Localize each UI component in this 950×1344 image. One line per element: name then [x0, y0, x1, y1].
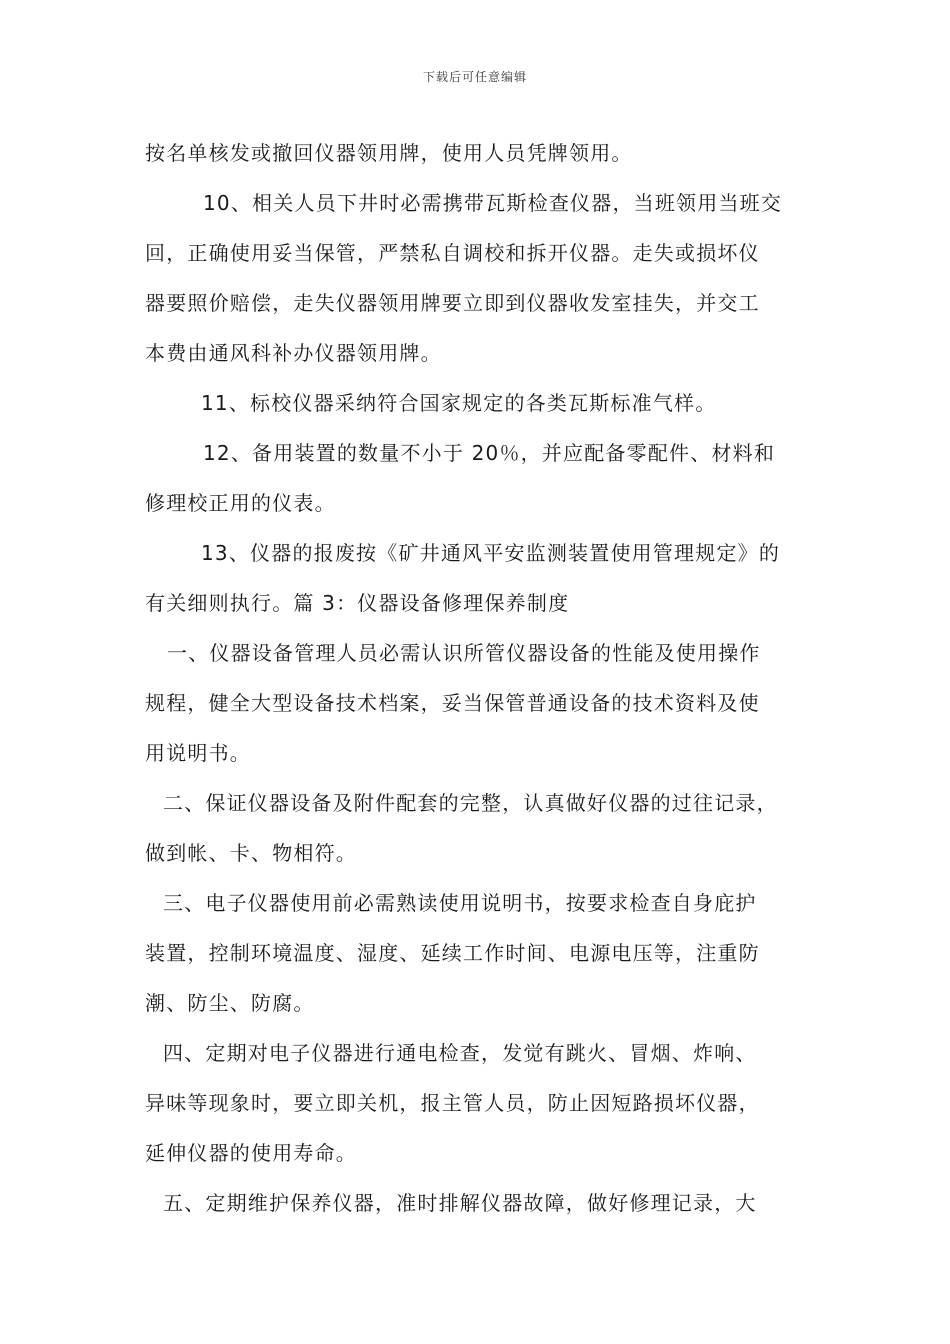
text-line: 回，正确使用妥当保管，严禁私自调校和拆开仪器。走失或损坏仪 — [145, 241, 760, 265]
text-line: 11、标校仪器采纳符合国家规定的各类瓦斯标准气样。 — [201, 391, 717, 415]
text-line: 修理校正用的仪表。 — [145, 491, 336, 515]
text-line: 异味等现象时，要立即关机，报主管人员，防止因短路损坏仪器， — [145, 1091, 760, 1115]
text-line: 规程，健全大型设备技术档案，妥当保管普通设备的技术资料及使 — [145, 691, 760, 715]
page-header: 下载后可任意编辑 — [422, 70, 527, 84]
text-line: 一、仪器设备管理人员必需认识所管仪器设备的性能及使用操作 — [167, 641, 761, 665]
text-line: 四、定期对电子仪器进行通电检查，发觉有跳火、冒烟、炸响、 — [163, 1041, 757, 1065]
text-line: 有关细则执行。篇 3：仪器设备修理保养制度 — [145, 591, 570, 615]
text-line: 延伸仪器的使用寿命。 — [145, 1141, 357, 1165]
text-line: 10、相关人员下井时必需携带瓦斯检查仪器，当班领用当班交 — [203, 191, 783, 215]
text-line: 用说明书。 — [145, 741, 251, 765]
text-line: 三、电子仪器使用前必需熟读使用说明书，按要求检查自身庇护 — [163, 891, 757, 915]
document-body — [145, 128, 835, 1228]
text-line: 12、备用装置的数量不小于 20％，并应配备零配件、材料和 — [203, 441, 776, 465]
text-line: 做到帐、卡、物相符。 — [145, 841, 357, 865]
text-line: 二、保证仪器设备及附件配套的完整，认真做好仪器的过往记录， — [163, 791, 778, 815]
text-line: 装置，控制环境温度、湿度、延续工作时间、电源电压等，注重防 — [145, 941, 760, 965]
text-line: 按名单核发或撤回仪器领用牌，使用人员凭牌领用。 — [145, 141, 633, 165]
text-line: 本费由通风科补办仪器领用牌。 — [145, 341, 442, 365]
text-line: 潮、防尘、防腐。 — [145, 991, 315, 1015]
text-line: 五、定期维护保养仪器，准时排解仪器故障，做好修理记录，大 — [163, 1191, 757, 1215]
text-line: 13、仪器的报废按《矿井通风平安监测装置使用管理规定》的 — [201, 541, 781, 565]
text-line: 器要照价赔偿，走失仪器领用牌要立即到仪器收发室挂失，并交工 — [145, 291, 760, 315]
